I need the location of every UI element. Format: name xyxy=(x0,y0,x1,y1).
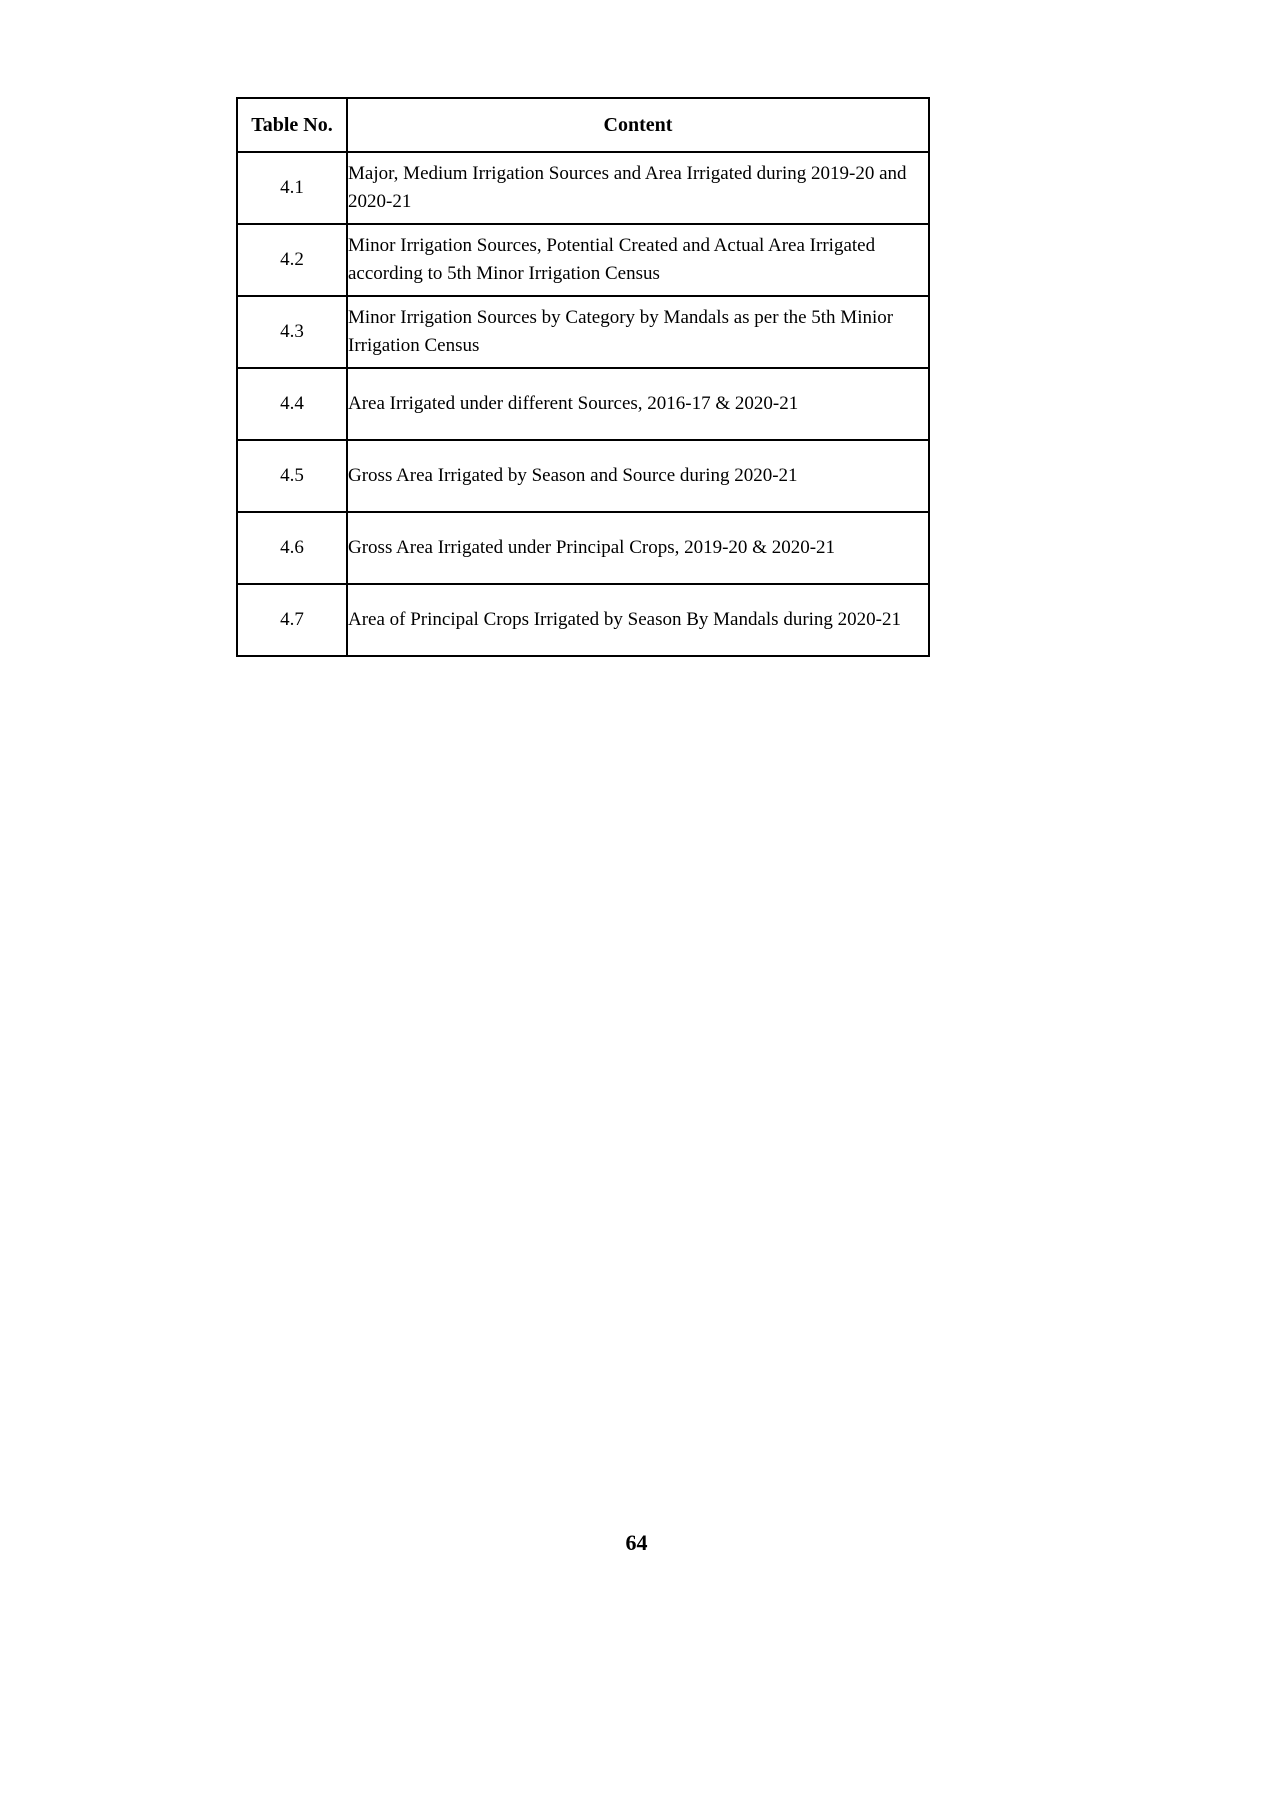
table-row-number: 4.3 xyxy=(237,296,347,368)
table-row-content: Gross Area Irrigated under Principal Crops, 2019-20 & 2020-21 xyxy=(347,512,929,584)
table-row-content: Area Irrigated under different Sources, 2016-17 & 2020-21 xyxy=(347,368,929,440)
table-row-content: Area of Principal Crops Irrigated by Season By Mandals during 2020-21 xyxy=(347,584,929,656)
table-row-number: 4.2 xyxy=(237,224,347,296)
table-row xyxy=(237,296,929,368)
table-of-contents-table xyxy=(236,97,930,657)
column-header-content: Content xyxy=(347,98,929,152)
column-header-table-no: Table No. xyxy=(237,98,347,152)
table-row xyxy=(237,584,929,656)
table-row xyxy=(237,368,929,440)
table-body xyxy=(237,152,929,656)
page-number: 64 xyxy=(625,1530,648,1555)
table-row xyxy=(237,440,929,512)
table-row-content: Gross Area Irrigated by Season and Source during 2020-21 xyxy=(347,440,929,512)
table-row-number: 4.1 xyxy=(237,152,347,224)
table-row-number: 4.7 xyxy=(237,584,347,656)
table-row-number: 4.6 xyxy=(237,512,347,584)
table-row-content: Minor Irrigation Sources, Potential Created and Actual Area Irrigated according to 5th Minor Irrigation Census xyxy=(347,224,929,296)
table-row-content: Minor Irrigation Sources by Category by Mandals as per the 5th Minior Irrigation Census xyxy=(347,296,929,368)
table-row xyxy=(237,512,929,584)
table-header-row xyxy=(237,98,929,152)
table-row-number: 4.4 xyxy=(237,368,347,440)
table-header xyxy=(237,98,929,152)
table-row-number: 4.5 xyxy=(237,440,347,512)
table-row xyxy=(237,224,929,296)
table-row xyxy=(237,152,929,224)
table-row-content: Major, Medium Irrigation Sources and Area Irrigated during 2019-20 and 2020-21 xyxy=(347,152,929,224)
